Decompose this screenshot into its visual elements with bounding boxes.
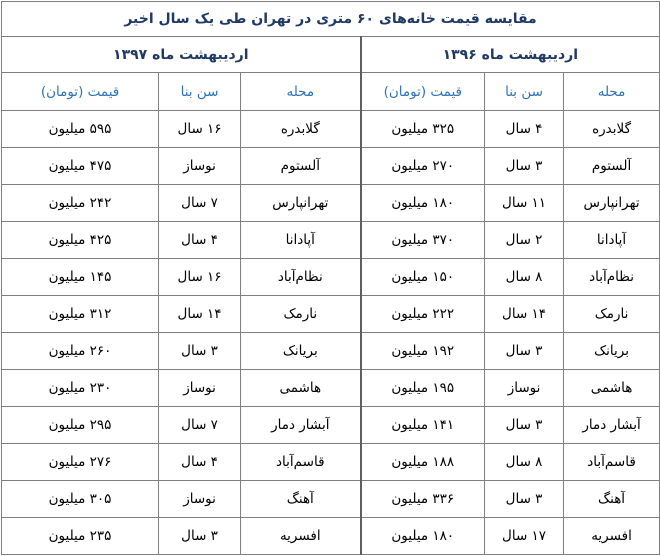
cell-neighborhood-1397: آبشار دمار [241,407,361,444]
table-row [2,370,660,407]
cell-price-1396: ۱۹۲ میلیون [361,333,485,370]
cell-price-1396: ۱۴۱ میلیون [361,407,485,444]
cell-neighborhood-1396: گلابدره [564,111,660,148]
cell-price-1396: ۱۵۰ میلیون [361,259,485,296]
cell-age-1397: نوساز [159,370,241,407]
cell-price-1397: ۲۷۶ میلیون [2,444,159,481]
cell-price-1397: ۱۴۵ میلیون [2,259,159,296]
cell-neighborhood-1397: نارمک [241,296,361,333]
cell-age-1396: ۸ سال [485,444,564,481]
cell-neighborhood-1397: آپادانا [241,222,361,259]
cell-neighborhood-1397: آهنگ [241,481,361,518]
cell-price-1396: ۱۸۰ میلیون [361,185,485,222]
cell-age-1396: ۱۷ سال [485,518,564,555]
cell-price-1397: ۲۶۰ میلیون [2,333,159,370]
cell-price-1397: ۴۲۵ میلیون [2,222,159,259]
table-row [2,185,660,222]
cell-neighborhood-1396: قاسم‌آباد [564,444,660,481]
cell-age-1396: ۸ سال [485,259,564,296]
header-price-1396: قیمت (تومان) [361,73,485,111]
cell-age-1397: ۳ سال [159,333,241,370]
cell-neighborhood-1396: آبشار دمار [564,407,660,444]
table-row [2,333,660,370]
cell-neighborhood-1397: افسریه [241,518,361,555]
cell-age-1397: ۷ سال [159,185,241,222]
cell-price-1396: ۲۷۰ میلیون [361,148,485,185]
cell-neighborhood-1397: آلستوم [241,148,361,185]
header-neighborhood-1397: محله [241,73,361,111]
cell-neighborhood-1396: هاشمی [564,370,660,407]
table-row [2,518,660,555]
cell-price-1397: ۲۴۲ میلیون [2,185,159,222]
cell-neighborhood-1396: نظام‌آباد [564,259,660,296]
cell-age-1396: ۳ سال [485,407,564,444]
cell-price-1397: ۳۱۲ میلیون [2,296,159,333]
cell-neighborhood-1397: نظام‌آباد [241,259,361,296]
cell-price-1397: ۲۹۵ میلیون [2,407,159,444]
cell-age-1396: ۴ سال [485,111,564,148]
cell-neighborhood-1396: افسریه [564,518,660,555]
period-1396: اردیبهشت ماه ۱۳۹۶ [361,37,660,73]
price-comparison-table [1,1,660,555]
cell-price-1397: ۴۷۵ میلیون [2,148,159,185]
cell-age-1397: نوساز [159,148,241,185]
cell-age-1396: ۳ سال [485,148,564,185]
cell-age-1397: ۱۶ سال [159,111,241,148]
cell-price-1397: ۲۳۵ میلیون [2,518,159,555]
period-1397: اردیبهشت ماه ۱۳۹۷ [2,37,361,73]
table-row [2,444,660,481]
header-age-1397: سن بنا [159,73,241,111]
header-age-1396: سن بنا [485,73,564,111]
cell-price-1397: ۳۰۵ میلیون [2,481,159,518]
cell-neighborhood-1396: بریانک [564,333,660,370]
table-title: مقایسه قیمت خانه‌های ۶۰ متری در تهران طی یک سال اخیر [2,2,660,37]
cell-price-1396: ۲۲۲ میلیون [361,296,485,333]
period-row [2,37,660,73]
cell-age-1397: نوساز [159,481,241,518]
table-row [2,481,660,518]
cell-neighborhood-1397: تهرانپارس [241,185,361,222]
cell-age-1396: ۱۴ سال [485,296,564,333]
cell-price-1396: ۱۹۵ میلیون [361,370,485,407]
cell-price-1397: ۲۳۰ میلیون [2,370,159,407]
cell-neighborhood-1397: بریانک [241,333,361,370]
table-row [2,296,660,333]
cell-neighborhood-1396: آپادانا [564,222,660,259]
cell-age-1396: ۲ سال [485,222,564,259]
header-neighborhood-1396: محله [564,73,660,111]
column-header-row [2,73,660,111]
cell-age-1397: ۷ سال [159,407,241,444]
cell-neighborhood-1396: آهنگ [564,481,660,518]
cell-neighborhood-1396: تهرانپارس [564,185,660,222]
title-row [2,2,660,37]
cell-age-1397: ۱۴ سال [159,296,241,333]
cell-age-1396: ۳ سال [485,481,564,518]
cell-price-1397: ۵۹۵ میلیون [2,111,159,148]
cell-age-1397: ۴ سال [159,444,241,481]
table-row [2,407,660,444]
cell-price-1396: ۳۷۰ میلیون [361,222,485,259]
cell-price-1396: ۳۳۶ میلیون [361,481,485,518]
cell-price-1396: ۳۲۵ میلیون [361,111,485,148]
table-row [2,259,660,296]
cell-neighborhood-1397: قاسم‌آباد [241,444,361,481]
cell-neighborhood-1397: هاشمی [241,370,361,407]
cell-age-1396: ۱۱ سال [485,185,564,222]
cell-age-1397: ۳ سال [159,518,241,555]
table-row [2,111,660,148]
cell-age-1397: ۱۶ سال [159,259,241,296]
cell-neighborhood-1396: نارمک [564,296,660,333]
cell-price-1396: ۱۸۰ میلیون [361,518,485,555]
cell-age-1396: نوساز [485,370,564,407]
cell-age-1397: ۴ سال [159,222,241,259]
table-row [2,222,660,259]
table-row [2,148,660,185]
header-price-1397: قیمت (تومان) [2,73,159,111]
cell-age-1396: ۳ سال [485,333,564,370]
cell-neighborhood-1396: آلستوم [564,148,660,185]
cell-neighborhood-1397: گلابدره [241,111,361,148]
cell-price-1396: ۱۸۸ میلیون [361,444,485,481]
